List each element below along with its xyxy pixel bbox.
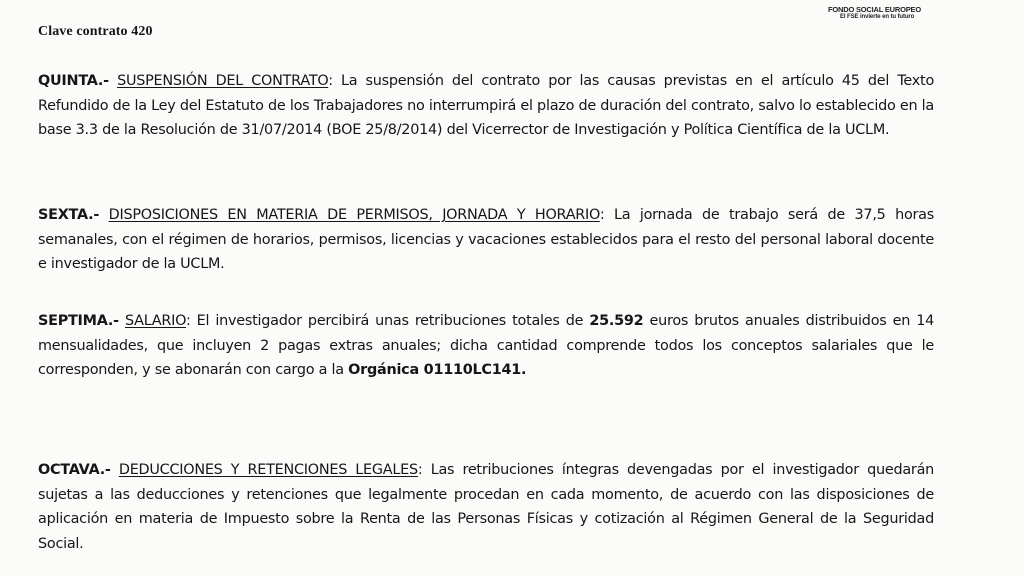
clause-title: DISPOSICIONES EN MATERIA DE PERMISOS, JORNADA Y HORARIO [108, 207, 600, 223]
clause-title: SALARIO [124, 313, 186, 329]
clause-sexta [38, 203, 934, 277]
clause-text: : La suspensión del contrato por las causas previstas en el artículo 45 del Texto Refundido de la Ley del Estatuto de los Trabajadores no interrumpirá el plazo de duración del contrato, salvo lo establecido en la base 3.3 de la Resolución de 31/07/2014 (BOE 25/8/2014) del Vicerrector de Investigación y Política Científica de la UCLM. [38, 73, 934, 138]
salary-amount: 25.592 [589, 313, 644, 329]
clause-title: SUSPENSIÓN DEL CONTRATO [117, 73, 329, 89]
clause-text: : La jornada de trabajo será de 37,5 horas semanales, con el régimen de horarios, permisos, licencias y vacaciones establecidos para el resto del personal laboral docente e investigador de la UCLM. [38, 207, 934, 272]
fse-logo-line2: El FSE invierte en tu futuro [840, 14, 915, 20]
fse-logo-line1: FONDO SOCIAL EUROPEO [828, 5, 921, 14]
fse-logo [828, 5, 958, 20]
contract-code: Clave contrato 420 [38, 24, 153, 39]
clause-quinta [38, 69, 934, 143]
clause-heading: QUINTA.- [38, 73, 109, 89]
clause-text: : El investigador percibirá unas retribuciones totales de [185, 313, 590, 329]
organica-code: Orgánica 01110LC141. [348, 362, 527, 378]
clause-heading: SEPTIMA.- [38, 313, 119, 329]
clause-septima [38, 309, 934, 383]
clause-title: DEDUCCIONES Y RETENCIONES LEGALES [118, 462, 418, 478]
clause-heading: SEXTA.- [38, 207, 100, 223]
clause-heading: OCTAVA.- [38, 462, 111, 478]
clause-text-continued: euros brutos anuales distribuidos en 14 mensualidades, que incluyen 2 pagas extras anuales; dicha cantidad comprende todos los conceptos salariales que le corresponden, y se abonarán con cargo a la [38, 313, 935, 378]
clause-text: : Las retribuciones íntegras devengadas por el investigador quedarán sujetas a las deducciones y retenciones que legalmente procedan en cada momento, de acuerdo con las disposiciones de aplicación en materia de Impuesto sobre la Renta de las Personas Físicas y cotización al Régimen General de la Seguridad Social. [38, 462, 935, 552]
clause-octava [38, 458, 934, 556]
